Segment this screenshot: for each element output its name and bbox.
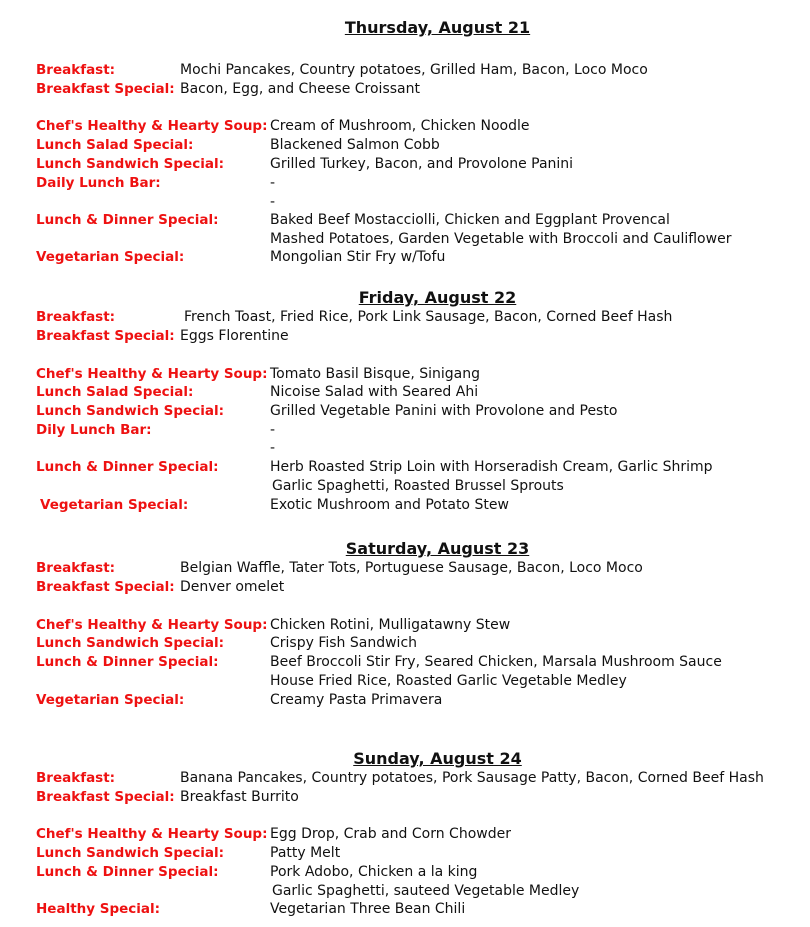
- soup-label: Chef's Healthy & Hearty Soup:: [36, 617, 268, 633]
- sandwich-items: Grilled Vegetable Panini with Provolone and Pesto: [270, 403, 618, 419]
- lunch-bar-label: Daily Lunch Bar:: [36, 175, 161, 191]
- dinner-items: Garlic Spaghetti, sauteed Vegetable Medley: [272, 883, 580, 899]
- day-heading-thursday: Thursday, August 21: [344, 18, 531, 37]
- healthy-special-label: Healthy Special:: [36, 901, 161, 917]
- breakfast-special-items: Bacon, Egg, and Cheese Croissant: [180, 81, 420, 97]
- healthy-special-items: Vegetarian Three Bean Chili: [270, 901, 466, 917]
- sandwich-label: Lunch Sandwich Special:: [36, 635, 224, 651]
- breakfast-special-label: Breakfast Special:: [36, 579, 175, 595]
- dinner-items: House Fried Rice, Roasted Garlic Vegetable Medley: [270, 673, 627, 689]
- sandwich-items: Grilled Turkey, Bacon, and Provolone Panini: [270, 156, 574, 172]
- soup-label: Chef's Healthy & Hearty Soup:: [36, 826, 268, 842]
- breakfast-items: Mochi Pancakes, Country potatoes, Grilled Ham, Bacon, Loco Moco: [180, 62, 648, 78]
- breakfast-label: Breakfast:: [36, 770, 116, 786]
- lunch-bar-item: -: [270, 175, 276, 191]
- dinner-items: Pork Adobo, Chicken a la king: [270, 864, 478, 880]
- lunch-bar-item: -: [270, 194, 276, 210]
- breakfast-items: French Toast, Fried Rice, Pork Link Sausage, Bacon, Corned Beef Hash: [184, 309, 673, 325]
- vegetarian-label: Vegetarian Special:: [36, 692, 185, 708]
- lunch-bar-item: -: [270, 422, 276, 438]
- dinner-items: Herb Roasted Strip Loin with Horseradish Cream, Garlic Shrimp: [270, 459, 713, 475]
- breakfast-items: Banana Pancakes, Country potatoes, Pork Sausage Patty, Bacon, Corned Beef Hash: [180, 770, 764, 786]
- dinner-items: Garlic Spaghetti, Roasted Brussel Sprouts: [272, 478, 564, 494]
- dinner-label: Lunch & Dinner Special:: [36, 459, 219, 475]
- sandwich-items: Crispy Fish Sandwich: [270, 635, 418, 651]
- day-heading-friday: Friday, August 22: [358, 288, 517, 307]
- breakfast-items: Belgian Waffle, Tater Tots, Portuguese Sausage, Bacon, Loco Moco: [180, 560, 643, 576]
- sandwich-label: Lunch Sandwich Special:: [36, 403, 224, 419]
- salad-items: Blackened Salmon Cobb: [270, 137, 440, 153]
- sandwich-items: Patty Melt: [270, 845, 341, 861]
- vegetarian-items: Exotic Mushroom and Potato Stew: [270, 497, 509, 513]
- day-heading-sunday: Sunday, August 24: [353, 749, 522, 768]
- dinner-label: Lunch & Dinner Special:: [36, 654, 219, 670]
- vegetarian-items: Creamy Pasta Primavera: [270, 692, 443, 708]
- soup-items: Egg Drop, Crab and Corn Chowder: [270, 826, 511, 842]
- breakfast-special-items: Denver omelet: [180, 579, 285, 595]
- breakfast-label: Breakfast:: [36, 560, 116, 576]
- dinner-items: Mashed Potatoes, Garden Vegetable with Broccoli and Cauliflower: [270, 231, 732, 247]
- breakfast-special-label: Breakfast Special:: [36, 328, 175, 344]
- breakfast-special-items: Breakfast Burrito: [180, 789, 299, 805]
- soup-label: Chef's Healthy & Hearty Soup:: [36, 366, 268, 382]
- day-heading-saturday: Saturday, August 23: [345, 539, 530, 558]
- dinner-items: Beef Broccoli Stir Fry, Seared Chicken, Marsala Mushroom Sauce: [270, 654, 722, 670]
- salad-label: Lunch Salad Special:: [36, 137, 194, 153]
- dinner-label: Lunch & Dinner Special:: [36, 212, 219, 228]
- sandwich-label: Lunch Sandwich Special:: [36, 845, 224, 861]
- salad-items: Nicoise Salad with Seared Ahi: [270, 384, 479, 400]
- salad-label: Lunch Salad Special:: [36, 384, 194, 400]
- soup-label: Chef's Healthy & Hearty Soup:: [36, 118, 268, 134]
- soup-items: Cream of Mushroom, Chicken Noodle: [270, 118, 530, 134]
- breakfast-special-label: Breakfast Special:: [36, 81, 175, 97]
- breakfast-label: Breakfast:: [36, 62, 116, 78]
- lunch-bar-item: -: [270, 440, 276, 456]
- soup-items: Chicken Rotini, Mulligatawny Stew: [270, 617, 511, 633]
- soup-items: Tomato Basil Bisque, Sinigang: [270, 366, 480, 382]
- breakfast-label: Breakfast:: [36, 309, 116, 325]
- breakfast-special-label: Breakfast Special:: [36, 789, 175, 805]
- breakfast-special-items: Eggs Florentine: [180, 328, 289, 344]
- vegetarian-items: Mongolian Stir Fry w/Tofu: [270, 249, 446, 265]
- vegetarian-label: Vegetarian Special:: [36, 249, 185, 265]
- vegetarian-label: Vegetarian Special:: [40, 497, 189, 513]
- sandwich-label: Lunch Sandwich Special:: [36, 156, 224, 172]
- dinner-label: Lunch & Dinner Special:: [36, 864, 219, 880]
- lunch-bar-label: Dily Lunch Bar:: [36, 422, 152, 438]
- dinner-items: Baked Beef Mostacciolli, Chicken and Eggplant Provencal: [270, 212, 670, 228]
